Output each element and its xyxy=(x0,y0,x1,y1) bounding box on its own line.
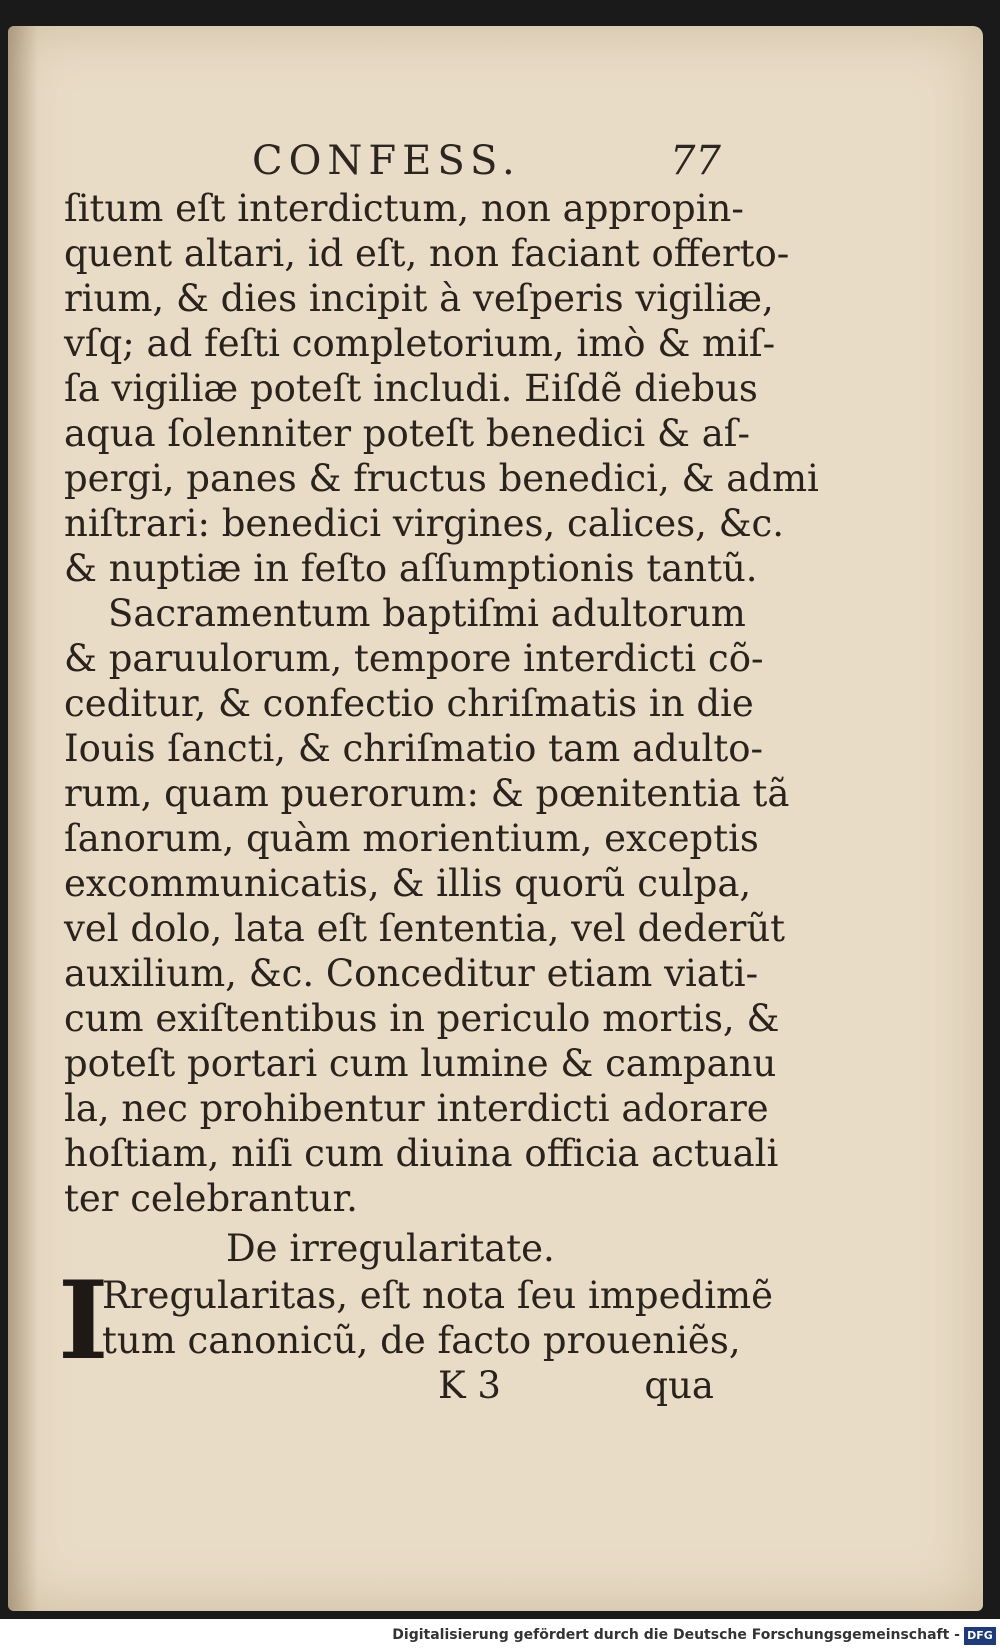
catchword: qua xyxy=(644,1364,714,1407)
text-line: ſanorum, quàm morientium, exceptis xyxy=(64,817,759,860)
text-line: vſq; ad feſti completorium, imò & miſ- xyxy=(64,322,776,365)
text-line: vel dolo, lata eſt ſententia, vel dederũt xyxy=(64,907,786,950)
text-line: auxilium, &c. Conceditur etiam viati- xyxy=(64,952,759,995)
text-line: tum canonicũ, de facto proueniẽs, xyxy=(102,1319,741,1362)
running-head: CONFESS. xyxy=(252,138,521,184)
text-line: & paruulorum, tempore interdicti cõ- xyxy=(64,637,764,680)
section-heading: De irregularitate. xyxy=(226,1227,555,1270)
text-line: & nuptiæ in feſto aſſumptionis tantũ. xyxy=(64,547,758,590)
text-line: Rregularitas, eſt nota ſeu impedimẽ xyxy=(102,1274,774,1317)
text-line: rum, quam puerorum: & pœnitentia tã xyxy=(64,772,790,815)
credit-bar xyxy=(0,1619,1000,1651)
dfg-logo-icon: DFG xyxy=(964,1627,996,1645)
text-line: hoſtiam, niſi cum diuina officia actuali xyxy=(64,1132,779,1175)
text-line: aqua ſolenniter poteſt benedici & aſ- xyxy=(64,412,750,455)
text-line: ter celebrantur. xyxy=(64,1177,358,1220)
text-line: cum exiſtentibus in periculo mortis, & xyxy=(64,997,780,1040)
book-page xyxy=(8,26,983,1611)
signature-mark: K 3 xyxy=(438,1364,501,1407)
paragraph-3 xyxy=(58,1258,774,1384)
credit-text: Digitalisierung gefördert durch die Deutsche Forschungsgemeinschaft - xyxy=(392,1627,960,1643)
text-line: ſa vigiliæ poteſt includi. Eiſdẽ diebus xyxy=(64,367,758,410)
paragraph-1 xyxy=(64,186,819,591)
page-header xyxy=(8,138,983,188)
text-line: Sacramentum baptiſmi adultorum xyxy=(108,592,746,635)
text-line: quent altari, id eſt, non faciant offerto- xyxy=(64,232,790,275)
text-line: ſitum eſt interdictum, non appropin- xyxy=(64,187,744,230)
text-line: Iouis ſancti, & chriſmatio tam adulto- xyxy=(64,727,764,770)
paragraph-2 xyxy=(64,591,790,1221)
drop-cap: I xyxy=(58,1258,109,1384)
text-line: excommunicatis, & illis quorũ culpa, xyxy=(64,862,752,905)
text-line: la, nec prohibentur interdicti adorare xyxy=(64,1087,769,1130)
text-line: niſtrari: benedici virgines, calices, &c. xyxy=(64,502,785,545)
text-line: pergi, panes & fructus benedici, & admi xyxy=(64,457,819,500)
page-footer xyxy=(64,1363,714,1408)
text-line: poteſt portari cum lumine & campanu xyxy=(64,1042,777,1085)
text-block xyxy=(58,186,819,1408)
page-number: 77 xyxy=(670,138,721,184)
text-line: rium, & dies incipit à veſperis vigiliæ, xyxy=(64,277,774,320)
text-line: ceditur, & confectio chriſmatis in die xyxy=(64,682,754,725)
